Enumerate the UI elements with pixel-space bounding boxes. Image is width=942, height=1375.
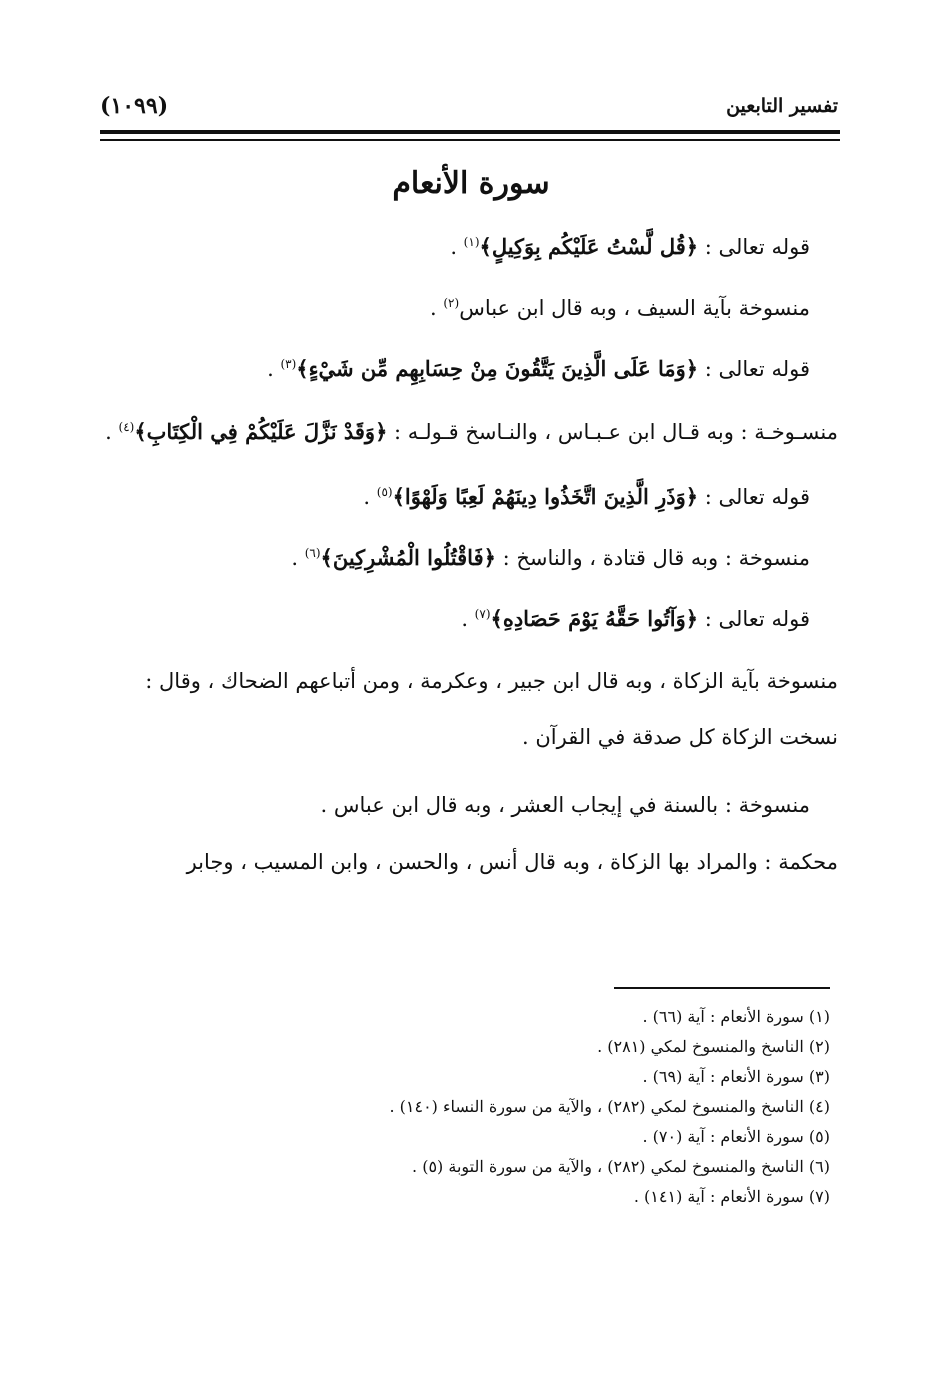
entry-verse-4	[100, 604, 838, 634]
footnote-ref: (٤)	[118, 420, 135, 434]
entry-verse-2	[100, 354, 838, 384]
ruling-text: منسوخة بآية السيف ، وبه قال ابن عباس	[459, 296, 810, 320]
entry-ruling-2	[100, 401, 838, 463]
verse-lead: قوله تعالى :	[698, 607, 810, 631]
footnote-2: (٢) الناسخ والمنسوخ لمكي (٢٨١) .	[597, 1037, 830, 1056]
footnote-5: (٥) سورة الأنعام : آية (٧٠) .	[642, 1127, 830, 1146]
footnote-7: (٧) سورة الأنعام : آية (١٤١) .	[633, 1187, 830, 1206]
sentence-end: .	[363, 485, 377, 509]
verse-lead: قوله تعالى :	[698, 357, 810, 381]
bracket-open: ﴿	[483, 545, 496, 570]
entry-verse-1	[100, 232, 838, 262]
quran-text: قُل لَّسْتُ عَلَيْكُم بِوَكِيلٍ	[491, 234, 686, 259]
ruling-text: منسـوخـة : وبه قـال ابن عـبـاس ، والنـاسخ قـولـه :	[387, 420, 838, 444]
sentence-end: .	[430, 296, 444, 320]
footnote-ref: (٦)	[304, 546, 321, 560]
bracket-open: ﴿	[685, 234, 699, 259]
footnote-4: (٤) الناسخ والمنسوخ لمكي (٢٨٢) ، والآية من سورة النساء (١٤٠) .	[389, 1097, 830, 1116]
header-rule-thin	[100, 139, 840, 141]
quran-text: وَمَا عَلَى الَّذِينَ يَتَّقُونَ مِنْ حِسَابِهِم مِّن شَيْءٍ	[308, 356, 686, 381]
entry-ruling-3	[100, 543, 838, 573]
sentence-end: .	[105, 420, 119, 444]
bracket-open: ﴿	[685, 606, 699, 631]
bracket-open: ﴿	[685, 484, 699, 509]
bracket-open: ﴿	[685, 356, 699, 381]
quran-text: فَاقْتُلُوا الْمُشْرِكِينَ	[332, 545, 484, 570]
verse-lead: قوله تعالى :	[698, 235, 810, 259]
bracket-close: ﴾	[490, 606, 503, 631]
ruling-text: منسوخة : بالسنة في إيجاب العشر ، وبه قال ابن عباس .	[320, 793, 810, 817]
book-title: تفسير التابعين	[726, 95, 838, 117]
sentence-end: .	[267, 357, 281, 381]
quran-text: وَآتُوا حَقَّهُ يَوْمَ حَصَادِهِ	[502, 606, 686, 631]
body-text	[100, 232, 838, 908]
entry-ruling-1	[100, 293, 838, 323]
page-header	[100, 88, 838, 124]
sentence-end: .	[450, 235, 464, 259]
bracket-close: ﴾	[392, 484, 405, 509]
surah-title: سورة الأنعام	[392, 166, 550, 201]
bracket-close: ﴾	[134, 419, 147, 444]
footnote-1: (١) سورة الأنعام : آية (٦٦) .	[642, 1007, 830, 1026]
ruling-text: محكمة : والمراد بها الزكاة ، وبه قال أنس ، والحسن ، وابن المسيب ، وجابر	[186, 850, 838, 874]
footnote-ref: (٥)	[376, 485, 393, 499]
entry-ruling-4	[100, 653, 838, 765]
entry-verse-3	[100, 482, 838, 512]
footnote-ref: (٣)	[280, 357, 297, 371]
footnote-6: (٦) الناسخ والمنسوخ لمكي (٢٨٢) ، والآية من سورة التوبة (٥) .	[412, 1157, 830, 1176]
bracket-open: ﴿	[375, 419, 388, 444]
sentence-end: .	[291, 546, 305, 570]
quran-text: وَقَدْ نَزَّلَ عَلَيْكُمْ فِي الْكِتَابِ	[146, 419, 376, 444]
page-number: (١٠٩٩)	[100, 93, 169, 119]
footnote-3: (٣) سورة الأنعام : آية (٦٩) .	[642, 1067, 830, 1086]
sentence-end: .	[461, 607, 475, 631]
bracket-close: ﴾	[479, 234, 492, 259]
footnote-separator	[614, 987, 830, 989]
footnote-ref: (١)	[463, 235, 480, 249]
footnotes	[100, 1002, 830, 1212]
entry-ruling-5	[100, 790, 838, 820]
bracket-close: ﴾	[320, 545, 333, 570]
quran-text: وَذَرِ الَّذِينَ اتَّخَذُوا دِينَهُمْ لَعِبًا وَلَهْوًا	[404, 484, 686, 509]
verse-lead: قوله تعالى :	[698, 485, 810, 509]
bracket-close: ﴾	[296, 356, 309, 381]
footnote-ref: (٧)	[474, 607, 491, 621]
header-rule-thick	[100, 130, 840, 134]
ruling-text: منسوخة : وبه قال قتادة ، والناسخ :	[495, 546, 810, 570]
footnote-ref: (٢)	[443, 296, 460, 310]
ruling-text: منسوخة بآية الزكاة ، وبه قال ابن جبير ، وعكرمة ، ومن أتباعهم الضحاك ، وقال : نسخت الزكاة كل صدقة في القرآن .	[145, 669, 838, 749]
entry-ruling-6	[100, 847, 838, 877]
